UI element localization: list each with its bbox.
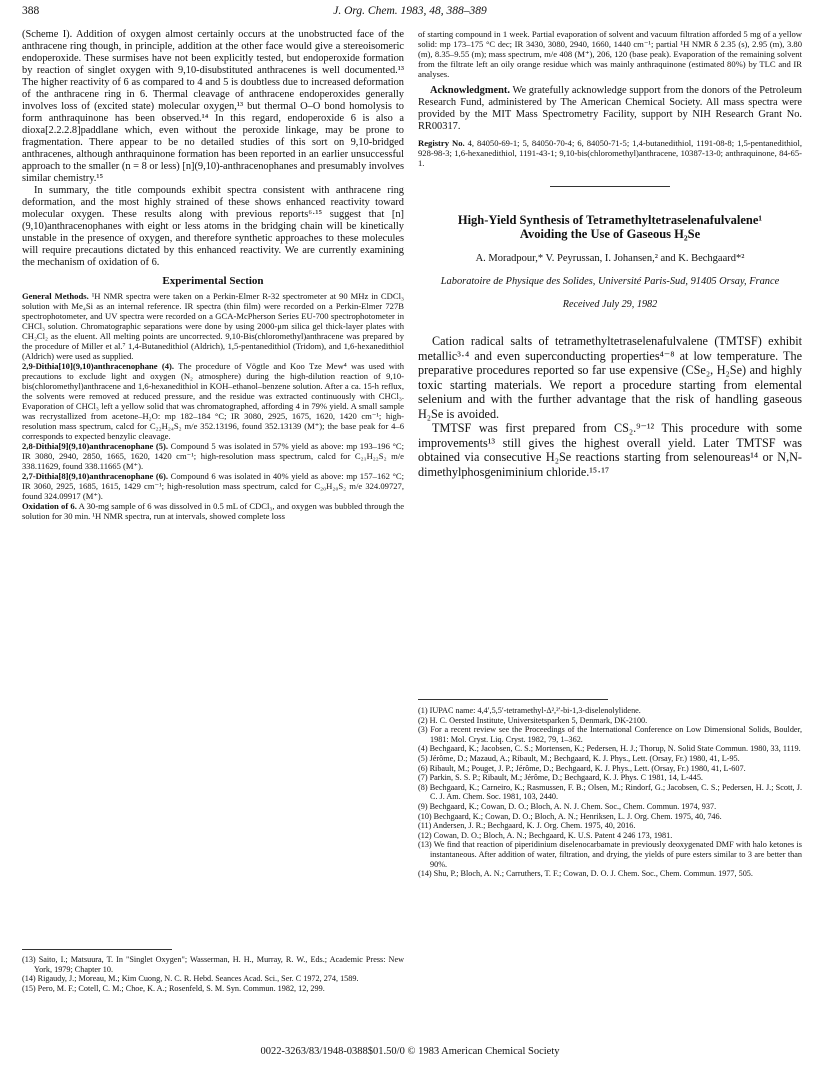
- footnote-13r: (13) We find that reaction of piperidinium diselenocarbamate in previously deoxygenated DMF with halo ketones is instantaneous. After addition of water, filtration, and drying, the yields of pure esters similar to 3 are better than 90%.: [418, 840, 802, 869]
- oxidation-text: A 30-mg sample of 6 was dissolved in 0.5 mL of CDCl₃, and oxygen was bubbled through the solution for 30 min. ¹H NMR spectra, run at intervals, showed complete loss: [22, 501, 405, 521]
- compound-5-text: Compound 5 was isolated in 57% yield as above: mp 193–196 °C; IR 3080, 2940, 2850, 1665, 1620, 1420 cm⁻¹; high-resolution mass spectrum, calcd for C₂₁H₂₂S₂ m/e 338.11629, found 338.11665 (M⁺).: [22, 441, 405, 471]
- received-date: Received July 29, 1982: [562, 299, 658, 310]
- footnote-8: (8) Bechgaard, K.; Carneiro, K.; Rasmussen, F. B.; Olsen, M.; Rindorf, G.; Jacobsen, C. S.; Pedersen, H. J.; Scott, J. C. J. Am. Chem. Soc. 1981, 103, 2440.: [418, 782, 802, 802]
- acknowledgment-paragraph: [418, 85, 802, 133]
- oxidation-heading: Oxidation of 6.: [22, 501, 77, 511]
- footnote-1: (1) IUPAC name: 4,4′,5,5′-tetramethyl-Δ²,²′-bi-1,3-diselenolylidene.: [418, 706, 641, 715]
- footnote-13: (13) Saito, I.; Matsuura, T. In "Singlet Oxygen"; Wasserman, H. H., Murray, R. W., Eds.; Academic Press: New York, 1979; Chapter 10.: [22, 955, 404, 974]
- registry-paragraph: [418, 138, 802, 168]
- right-footnotes: [418, 699, 802, 879]
- general-methods-heading: General Methods.: [22, 291, 89, 301]
- footnote-12: (12) Cowan, D. O.; Bloch, A. N.; Bechgaard, K. U.S. Patent 4 246 173, 1981.: [418, 830, 673, 840]
- article-paragraph-1: Cation radical salts of tetramethyltetraselenafulvalene (TMTSF) exhibit metallic³·⁴ and even superconducting properties⁴⁻⁸ at low temperature. The preparative procedures reported so far use expensive (CSe₂, H₂Se) and highly toxic starting materials. We report a procedure starting from elemental selenium and with the further advantage that the risk of handling gaseous H₂Se is avoided.: [418, 334, 802, 421]
- registry-text: 4, 84050-69-1; 5, 84050-70-4; 6, 84050-71-5; 1,4-butanedithiol, 1191-08-8; 1,5-pentanedithiol, 928-98-3; 1,6-hexanedithiol, 1191-43-1; 9,10-bis(chloromethyl)anthracene, 10387-13-0; anthraquinone, 84-65-1.: [418, 138, 802, 168]
- compound-4-text: The procedure of Vögtle and Koo Tze Mew⁴ was used with precautions to exclude light and oxygen (N₂ atmosphere) during the high-dilution reaction of 9,10-bis(chloromethyl)anthracene and 1,6-hexanedithiol in KOH–ethanol–benzene solution. After a ca. 15-h reflux, the solvents were removed at reduced pressure, and the residue was extracted continuously with CHCl₃. Evaporation of CHCl₃ left a yellow solid that was chromatographed, affording 4 in 79% yield. A small sample was recrystallized from acetone–H₂O: mp 182–184 °C; IR 3080, 2925, 1675, 1620, 1420 cm⁻¹; high-resolution mass spectrum, calcd for C₂₂H₂₄S₂ m/e 352.13196, found 352.13139 (M⁺); the base peak for 4–6 corresponds to expected benzylic cleavage.: [22, 361, 404, 441]
- left-footnotes: [22, 949, 404, 993]
- compound-6-paragraph: [22, 471, 404, 501]
- acknowledgment-text: We gratefully acknowledge support from the donors of the Petroleum Research Fund, administered by The American Chemical Society. All mass spectra were provided by the MIT Mass Spectrometry Facility, support by NIH Research Grant No. RR00317.: [418, 85, 802, 132]
- footnote-rule: [22, 949, 172, 950]
- footnote-6: (6) Ribault, M.; Pouget, J. P.; Jérôme, D.; Bechgaard, K. J. Phys., Lett. (Orsay, Fr.) 1980, 41, L-607.: [418, 763, 746, 773]
- compound-6-heading: 2,7-Dithia[8](9,10)anthracenophane (6).: [22, 471, 169, 481]
- footnote-5: (5) Jérôme, D.; Mazaud, A.; Ribault, M.; Bechgaard, K. J. Phys., Lett. (Orsay, Fr.) 1980, 41, L-95.: [418, 753, 740, 763]
- footnote-14r: (14) Shu, P.; Bloch, A. N.; Carruthers, T. F.; Cowan, D. O. J. Chem. Soc., Chem. Commun. 1977, 505.: [418, 869, 753, 879]
- footnote-10: (10) Bechgaard, K.; Cowan, D. O.; Bloch, A. N.; Henriksen, L. J. Org. Chem. 1975, 40, 746.: [418, 811, 722, 821]
- compound-4-heading: 2,9-Dithia[10](9,10)anthracenophane (4).: [22, 361, 175, 371]
- experimental-section-title: Experimental Section: [162, 275, 264, 287]
- general-methods-text: ¹H NMR spectra were taken on a Perkin-Elmer R-32 spectrometer at 90 MHz in CDCl₃ solution with Me₄Si as an internal reference. IR spectra (thin film) were recorded on a Perkin-Elmer 727B spectrophotometer, and UV spectra were recorded on a GCA-McPherson Series EU-700 spectrophotometer in CHCl₃ solution. Chromatographic separations were done by using 2000-μm silica gel thick-layer plates with CH₂Cl₂ as the eluent. All melting points are uncorrected. 9,10-Bis(chloromethyl)anthracene was prepared by the procedure of Miller et al.⁷ 1,4-Butanedithiol (Aldrich), 1,5-pentanedithiol (Tridom), and 1,6-hexanedithiol (Aldrich) were used as supplied.: [22, 291, 404, 361]
- compound-6-text: Compound 6 was isolated in 40% yield as above: mp 157–162 °C; IR 3060, 2925, 1685, 1615, 1429 cm⁻¹; high-resolution mass spectrum, calcd for C₂₀H₂₀S₂ m/e 324.09727, found 324.09917 (M⁺).: [22, 471, 405, 501]
- intro-paragraph: (Scheme I). Addition of oxygen almost certainly occurs at the unobstructed face of the anthracene ring though, in principle, addition at the other face would give a stereoisomeric endoperoxide. These surmises have not been explicitly tested, but endoperoxide formation by reaction of singlet oxygen with 9,10-disubstituted anthracenes is well documented.¹³ The higher reactivity of 6 as compared to 4 and 5 is doubtless due to increased deformation of the anthracene ring in 6. Thermal cleavage of anthracene endoperoxides generally involves loss of (excited state) molecular oxygen,¹³ but thermal O–O bond homolysis to form anthraquinone has been observed.¹⁴ In this regard, endoperoxide 6 is also a dioxa[2.2.2.8]paddlane which, even without the peroxide linkage, may be prone to fragmentation. There appear to be no detailed studies of this sort on 9,10-bridged anthracenes, although anthraquinone formation has been reported in an earlier unsuccessful approach to the smaller (n = 8 or less) [n](9,10)-anthracenophanes and presumably involves similar chemistry.¹⁵: [22, 29, 404, 184]
- footnote-15: (15) Pero, M. F.; Cotell, C. M.; Choe, K. A.; Rosenfeld, S. M. Syn. Commun. 1982, 12, 299.: [22, 983, 325, 993]
- journal-citation: J. Org. Chem. 1983, 48, 388–389: [333, 5, 487, 17]
- page-number: 388: [22, 5, 40, 17]
- continued-paragraph: of starting compound in 1 week. Partial evaporation of solvent and vacuum filtration afforded 5 mg of a yellow solid: mp 173–175 °C dec; IR 3430, 3080, 2940, 1660, 1440 cm⁻¹; partial ¹H NMR δ 2.35 (s), 2.95 (m), 3.80 (m), 8.35–9.55 (m); mass spectrum, m/e 408 (M⁺), 206, 120 (base peak). Evaporation of the remaining solvent from the filtrate left an oily orange residue which was mainly anthraquinone (estimated 80%) by TLC and IR analyses.: [418, 29, 802, 79]
- compound-5-heading: 2,8-Dithia[9](9,10)anthracenophane (5).: [22, 441, 169, 451]
- footnote-3: (3) For a recent review see the Proceedings of the International Conference on Low Dimensional Solids, Boulder, 1981: Mol. Cryst. Liq. Cryst. 1982, 79, 1–362.: [418, 725, 802, 744]
- article-title: High-Yield Synthesis of Tetramethyltetraselenafulvalene¹ Avoiding the Use of Gaseous H₂Se: [457, 213, 763, 241]
- footnote-14: (14) Rigaudy, J.; Moreau, M.; Kim Cuong, N. C. R. Hebd. Seances Acad. Sci., Ser. C 1972, 274, 1589.: [22, 974, 359, 984]
- general-methods-paragraph: [22, 291, 404, 361]
- footnote-rule: [418, 699, 608, 700]
- footnote-9: (9) Bechgaard, K.; Cowan, D. O.; Bloch, A. N. J. Chem. Soc., Chem. Commun. 1974, 937.: [418, 801, 717, 811]
- article-affiliation: Laboratoire de Physique des Solides, Université Paris-Sud, 91405 Orsay, France: [440, 276, 780, 287]
- page-header: [22, 5, 798, 21]
- article-separator: [550, 186, 670, 187]
- registry-heading: Registry No.: [418, 138, 465, 148]
- oxidation-paragraph: [22, 501, 404, 521]
- compound-4-paragraph: [22, 361, 404, 441]
- left-column: [22, 29, 404, 1034]
- footnote-11: (11) Andersen, J. R.; Bechgaard, K. J. Org. Chem. 1975, 40, 2016.: [418, 821, 636, 831]
- page-footer: 0022-3263/83/1948-0388$01.50/0 © 1983 American Chemical Society: [260, 1046, 560, 1057]
- article-paragraph-2: TMTSF was first prepared from CS₂.⁹⁻¹² This procedure with some improvements¹³ still gives the highest overall yield. Later TMTSF was obtained via consecutive H₂Se reactions starting from selenoureas¹⁴ or N,N-dimethylphosgeniminium chloride.¹⁵·¹⁷: [418, 421, 802, 479]
- compound-5-paragraph: [22, 441, 404, 471]
- article-authors: A. Moradpour,* V. Peyrussan, I. Johansen,² and K. Bechgaard*²: [475, 253, 745, 264]
- footnote-7: (7) Parkin, S. S. P.; Ribault, M.; Jérôme, D.; Bechgaard, K. J. Phys. C 1981, 14, L-445.: [418, 773, 703, 783]
- right-column: [418, 29, 802, 1034]
- footnote-4: (4) Bechgaard, K.; Jacobsen, C. S.; Mortensen, K.; Pedersen, H. J.; Thorup, N. Solid State Commun. 1980, 33, 1119.: [418, 744, 801, 754]
- footnote-2: (2) H. C. Oersted Institute, Universitetsparken 5, Denmark, DK-2100.: [418, 715, 648, 725]
- acknowledgment-heading: Acknowledgment.: [430, 85, 510, 96]
- summary-paragraph: In summary, the title compounds exhibit spectra consistent with anthracene ring deformation, and the most highly strained of these shows enhanced reactivity toward molecular oxygen. These results along with previous reports⁶·¹⁵ suggest that [n](9,10)anthracenophanes with eight or less atoms in the bridging chain will be kinetically unstable in the presence of oxygen, and therefore synthetic approaches to these molecules will require precautions dictated by this enhanced reactivity. We are currently examining the mechanism of oxidation of 6.: [22, 185, 404, 268]
